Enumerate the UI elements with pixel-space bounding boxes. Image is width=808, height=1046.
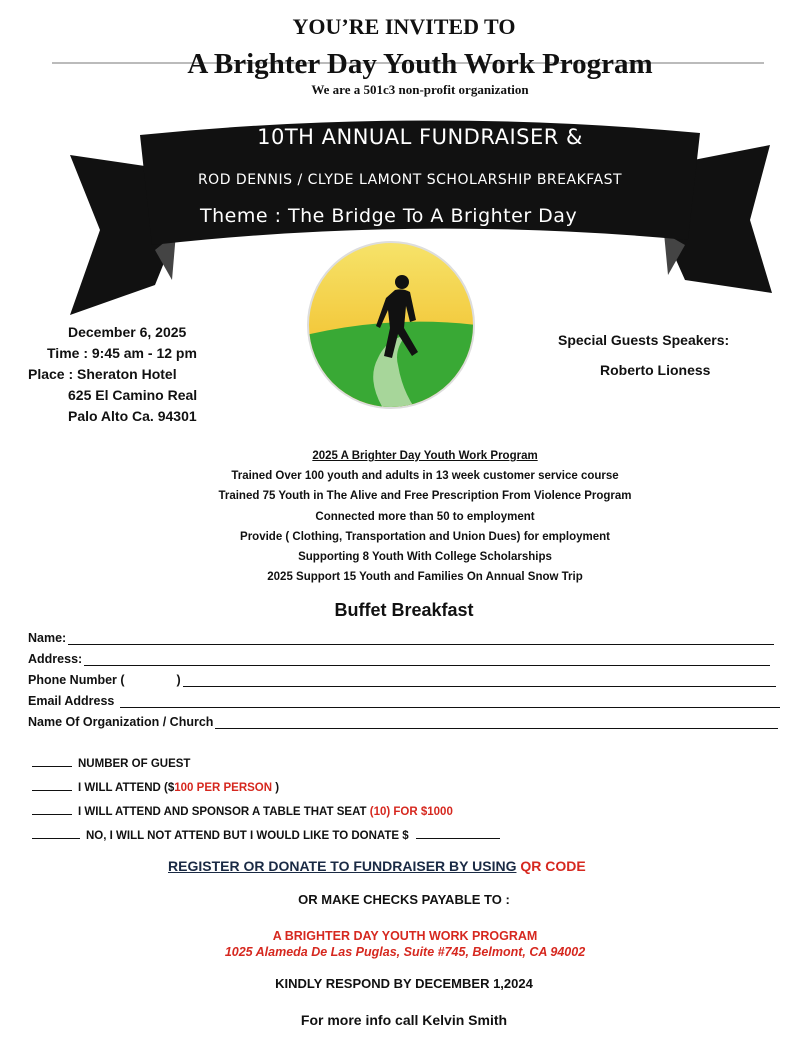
banner-line-scholarship: ROD DENNIS / CLYDE LAMONT SCHOLARSHIP BREAKFAST	[197, 172, 623, 188]
phone-row	[28, 666, 788, 687]
speaker-name: Roberto Lioness	[600, 362, 711, 378]
rsvp-form	[28, 624, 788, 729]
speakers-label: Special Guests Speakers:	[558, 332, 730, 348]
phone-field[interactable]	[183, 674, 776, 687]
email-row	[28, 687, 788, 708]
contact-info: For more info call Kelvin Smith	[300, 1012, 508, 1028]
organization-field[interactable]	[215, 716, 778, 729]
name-row	[28, 624, 788, 645]
achievements-list	[0, 446, 808, 587]
event-time: Time : 9:45 am - 12 pm	[47, 345, 197, 361]
address-label: Address:	[28, 652, 83, 666]
payee-name: A BRIGHTER DAY YOUTH WORK PROGRAM	[272, 929, 538, 943]
checks-payable: OR MAKE CHECKS PAYABLE TO :	[298, 892, 510, 907]
form-title: Buffet Breakfast	[334, 600, 474, 620]
banner-line-fundraiser: 10TH ANNUAL FUNDRAISER &	[257, 125, 583, 149]
phone-label: Phone Number (	[28, 673, 125, 687]
organization-label: Name Of Organization / Church	[28, 715, 214, 729]
register-label: REGISTER OR DONATE TO FUNDRAISER BY USING	[168, 858, 517, 874]
sponsor-option	[32, 800, 506, 824]
qr-code-label: QR CODE	[516, 858, 586, 874]
email-label: Email Address	[28, 694, 115, 708]
respond-by: KINDLY RESPOND BY DECEMBER 1,2024	[275, 976, 533, 991]
event-street: 625 El Camino Real	[68, 387, 198, 403]
payee-address: 1025 Alameda De Las Puglas, Suite #745, Belmont, CA 94002	[224, 945, 586, 959]
attend-label: I WILL ATTEND ($	[78, 782, 175, 794]
attendance-options	[32, 752, 506, 848]
attend-field[interactable]	[32, 779, 72, 791]
attend-label-close: )	[272, 782, 280, 794]
address-field[interactable]	[84, 653, 770, 666]
sponsor-label: I WILL ATTEND AND SPONSOR A TABLE THAT SEAT	[78, 806, 370, 818]
attend-price: 100 PER PERSON	[174, 782, 273, 794]
donate-amount-field[interactable]	[416, 827, 500, 839]
special-guests	[558, 332, 788, 378]
guest-count-label: NUMBER OF GUEST	[78, 758, 191, 770]
name-label: Name:	[28, 631, 67, 645]
event-city: Palo Alto Ca. 94301	[68, 408, 197, 424]
address-row	[28, 645, 788, 666]
donate-label: NO, I WILL NOT ATTEND BUT I WOULD LIKE TO DONATE $	[86, 830, 409, 842]
organization-row	[28, 708, 788, 729]
attend-option	[32, 776, 506, 800]
list-item: Supporting 8 Youth With College Scholarships	[298, 551, 552, 564]
invitation-heading: YOU’RE INVITED TO	[292, 14, 516, 39]
list-item: Trained Over 100 youth and adults in 13 week customer service course	[231, 470, 619, 483]
nonprofit-subtitle: We are a 501c3 non-profit organization	[311, 82, 529, 97]
email-field[interactable]	[120, 695, 780, 708]
sponsor-field[interactable]	[32, 803, 72, 815]
event-date: December 6, 2025	[68, 324, 187, 340]
donate-check-field[interactable]	[32, 827, 80, 839]
logo-circle	[306, 240, 476, 410]
banner-line-theme: Theme : The Bridge To A Brighter Day	[200, 205, 578, 227]
payee-block	[0, 928, 808, 960]
guest-count-option	[32, 752, 506, 776]
name-field[interactable]	[68, 632, 774, 645]
phone-label-close: )	[176, 673, 181, 687]
register-line	[168, 858, 586, 874]
sponsor-price: (10) FOR $1000	[369, 806, 453, 818]
event-details	[28, 322, 197, 427]
list-item: Connected more than 50 to employment	[315, 510, 535, 523]
list-item: Provide ( Clothing, Transportation and Union Dues) for employment	[240, 530, 610, 543]
guest-count-field[interactable]	[32, 755, 72, 767]
event-place: Place : Sheraton Hotel	[28, 366, 177, 382]
achievements-heading: 2025 A Brighter Day Youth Work Program	[312, 450, 538, 462]
organization-title: A Brighter Day Youth Work Program	[187, 48, 653, 80]
list-item: Trained 75 Youth in The Alive and Free Prescription From Violence Program	[218, 490, 632, 503]
list-item: 2025 Support 15 Youth and Families On Annual Snow Trip	[267, 571, 583, 584]
donate-option	[32, 824, 506, 848]
